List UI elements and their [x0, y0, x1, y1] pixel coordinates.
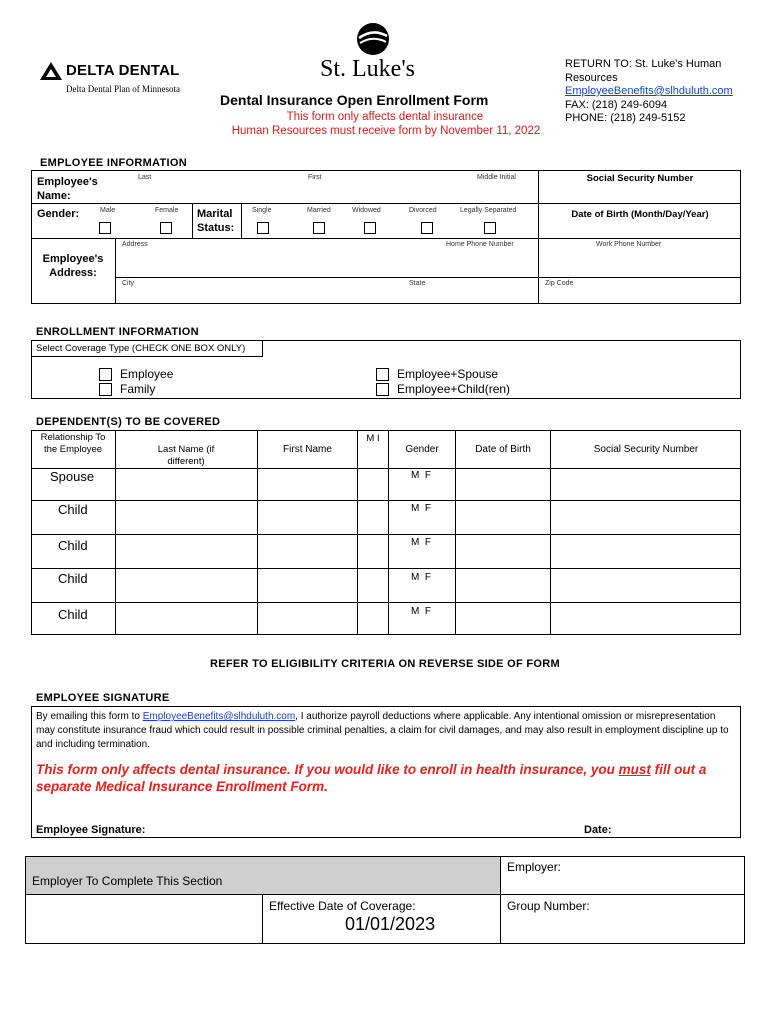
male-checkbox[interactable]: [99, 222, 111, 234]
ssn-label: Social Security Number: [586, 173, 694, 184]
city-label: City: [122, 280, 135, 287]
warning-text-pre: This form only affects dental insurance. If you would like to enroll in health insurance, you: [36, 762, 619, 777]
col-first-name-header: First Name: [283, 444, 332, 455]
dependents-title: DEPENDENT(S) TO BE COVERED: [36, 416, 221, 428]
zip-field[interactable]: [539, 278, 741, 304]
row-relationship: Child: [58, 571, 88, 586]
st-lukes-logo: [318, 22, 428, 88]
warning-text-post: fill out a separate Medical Insurance Enrollment Form.: [36, 762, 707, 794]
divorced-label: Divorced: [409, 207, 437, 214]
single-label: Single: [252, 207, 272, 214]
first-name-field[interactable]: [296, 171, 476, 203]
row-gender-mf[interactable]: M F: [411, 606, 431, 617]
delta-dental-subtitle: Delta Dental Plan of Minnesota: [66, 84, 180, 94]
single-checkbox[interactable]: [257, 222, 269, 234]
signature-title: EMPLOYEE SIGNATURE: [36, 692, 170, 704]
st-lukes-brand: St. Luke's: [320, 56, 415, 82]
return-to-text: RETURN TO: St. Luke's Human Resources: [565, 58, 722, 84]
effective-date-field[interactable]: [263, 895, 500, 943]
ssn-field[interactable]: [539, 171, 741, 203]
health-insurance-warning: [36, 761, 741, 795]
female-label: Female: [155, 207, 179, 214]
children-option-label: Employee+Child(ren): [397, 382, 511, 396]
col-gender-header: Gender: [405, 444, 439, 455]
legally-separated-checkbox[interactable]: [484, 222, 496, 234]
form-subtitle-1: This form only affects dental insurance: [286, 111, 484, 123]
delta-dental-brand: DELTA DENTAL: [66, 62, 180, 79]
dependents-table: [31, 430, 741, 635]
married-checkbox[interactable]: [313, 222, 325, 234]
gender-label: Gender:: [37, 208, 80, 220]
phone-number: PHONE: (218) 249-5152: [565, 112, 686, 124]
row-relationship: Child: [58, 502, 88, 517]
children-option-checkbox[interactable]: [376, 383, 389, 396]
female-checkbox[interactable]: [160, 222, 172, 234]
delta-dental-logo: [38, 60, 213, 96]
family-option-checkbox[interactable]: [99, 383, 112, 396]
family-option-label: Family: [120, 382, 156, 396]
home-phone-label: Home Phone Number: [446, 241, 514, 248]
warning-must: must: [618, 762, 651, 777]
married-label: Married: [307, 207, 331, 214]
form-title: Dental Insurance Open Enrollment Form: [220, 92, 489, 108]
middle-initial-label: Middle Initial: [477, 174, 516, 181]
authorization-text-post: , I authorize payroll deductions where applicable. Any intentional omission or misrepresentation may constitute insurance fraud which could result in possible criminal penalties, a claim for civil damages, and may also result in employment discipline up to and including termination.: [36, 711, 729, 750]
st-lukes-emblem-icon: [354, 22, 392, 56]
form-subtitle-2: Human Resources must receive form by November 11, 2022: [231, 125, 541, 137]
signature-date-field[interactable]: [584, 820, 734, 836]
employee-option-label: Employee: [120, 367, 174, 381]
enrollment-title: ENROLLMENT INFORMATION: [36, 326, 199, 338]
row-relationship: Child: [58, 607, 88, 622]
state-field[interactable]: [406, 278, 538, 304]
work-phone-field[interactable]: [539, 239, 741, 277]
row-gender-mf[interactable]: M F: [411, 572, 431, 583]
signature-date-label: Date:: [584, 824, 612, 836]
row-gender-mf[interactable]: M F: [411, 503, 431, 514]
authorization-text-pre: By emailing this form to: [36, 711, 143, 722]
address-field[interactable]: [116, 239, 538, 277]
divorced-checkbox[interactable]: [421, 222, 433, 234]
col-relationship-header: Relationship To the Employee: [40, 432, 106, 455]
widowed-checkbox[interactable]: [364, 222, 376, 234]
last-name-field[interactable]: [110, 171, 295, 203]
eligibility-notice: REFER TO ELIGIBILITY CRITERIA ON REVERSE SIDE OF FORM: [209, 658, 560, 670]
employer-label: Employer:: [507, 860, 562, 874]
employee-name-label: Employee's Name:: [37, 176, 98, 202]
authorization-email-link[interactable]: EmployeeBenefits@slhduluth.com: [142, 711, 296, 722]
state-label: State: [409, 280, 426, 287]
employer-field[interactable]: [501, 857, 744, 894]
widowed-label: Widowed: [352, 207, 381, 214]
row-gender-mf[interactable]: M F: [411, 537, 431, 548]
employee-info-title: EMPLOYEE INFORMATION: [40, 157, 187, 169]
dob-label: Date of Birth (Month/Day/Year): [571, 209, 709, 220]
employee-option-checkbox[interactable]: [99, 368, 112, 381]
employee-address-label: Employee's Address:: [42, 253, 104, 279]
spouse-option-label: Employee+Spouse: [397, 367, 499, 381]
effective-date-value: 01/01/2023: [345, 914, 436, 934]
employee-signature-field[interactable]: [36, 820, 486, 836]
first-label: First: [308, 174, 322, 181]
employee-signature-label: Employee Signature:: [36, 824, 146, 836]
group-number-field[interactable]: [501, 895, 744, 943]
city-field[interactable]: [116, 278, 406, 304]
effective-date-label: Effective Date of Coverage:: [269, 899, 416, 913]
dob-field[interactable]: [539, 204, 741, 238]
return-to-block: [565, 58, 745, 126]
return-email-link[interactable]: EmployeeBenefits@slhduluth.com: [565, 85, 733, 97]
last-label: Last: [138, 174, 152, 181]
col-ssn-header: Social Security Number: [593, 444, 699, 455]
coverage-instruction: Select Coverage Type (CHECK ONE BOX ONLY): [36, 343, 246, 354]
row-relationship: Spouse: [50, 469, 95, 484]
middle-initial-field[interactable]: [477, 171, 537, 203]
marital-status-label: Marital Status:: [197, 208, 235, 234]
spouse-option-checkbox[interactable]: [376, 368, 389, 381]
employer-section-label: Employer To Complete This Section: [32, 874, 223, 888]
work-phone-label: Work Phone Number: [596, 241, 662, 248]
legally-separated-label: Legally Separated: [460, 207, 517, 214]
row-gender-mf[interactable]: M F: [411, 470, 431, 481]
fax-number: FAX: (218) 249-6094: [565, 98, 668, 111]
group-number-label: Group Number:: [507, 899, 590, 913]
row-relationship: Child: [58, 538, 88, 553]
col-dob-header: Date of Birth: [475, 444, 531, 455]
col-last-name-header: Last Name (if different): [157, 444, 215, 467]
authorization-text: [36, 710, 736, 752]
delta-triangle-icon: [40, 62, 62, 80]
male-label: Male: [100, 207, 116, 214]
address-label: Address: [122, 241, 148, 248]
col-mi-header: M I: [366, 433, 380, 444]
zip-label: Zip Code: [545, 280, 574, 287]
